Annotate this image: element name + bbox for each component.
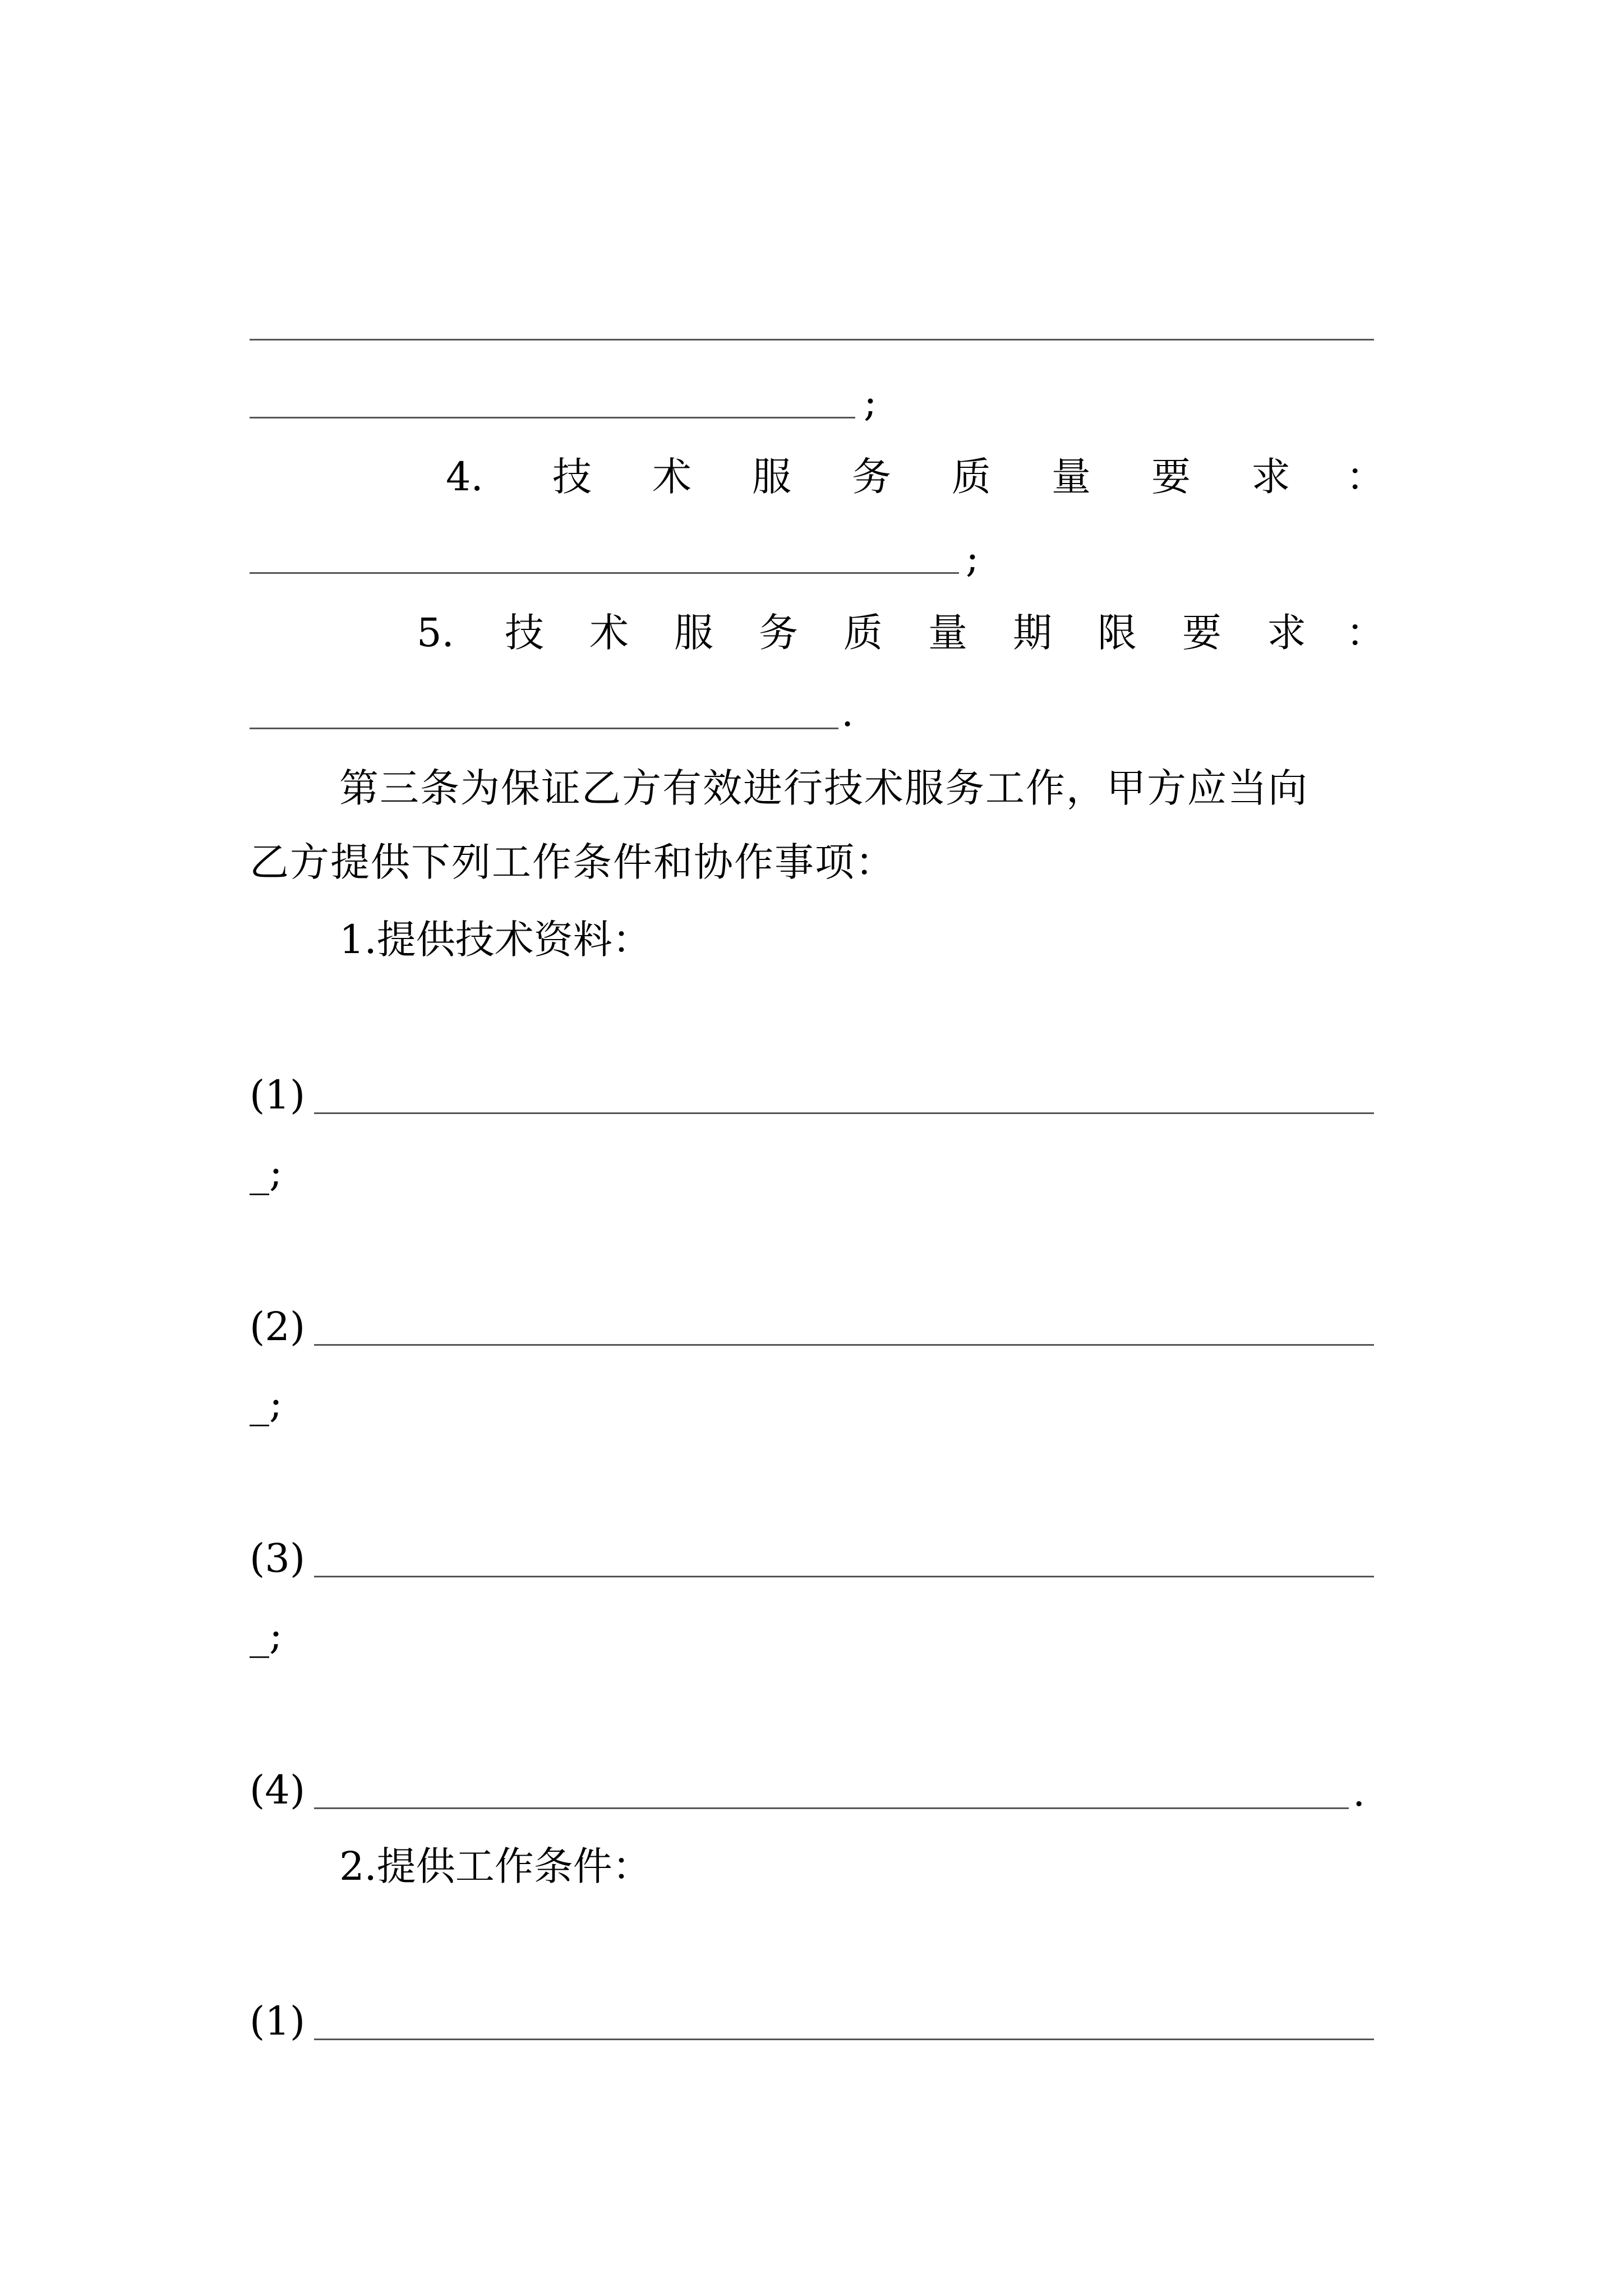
item5-char: 务	[759, 610, 798, 656]
fill-line-1[interactable]	[250, 417, 855, 418]
item4-colon: ：	[1346, 454, 1385, 500]
s1-item1-fill-line[interactable]	[314, 1112, 1374, 1114]
article3-line2: 乙方提供下列工作条件和协作事项：	[250, 839, 896, 885]
item5-char: 术	[589, 610, 629, 656]
fill-line-1-punct: ;	[864, 379, 877, 425]
item5-char: 技	[505, 610, 544, 656]
s2-item1-fill-line[interactable]	[314, 2039, 1374, 2040]
item4-number: 4.	[446, 454, 483, 500]
section1-heading: 1.提供技术资料：	[339, 917, 652, 963]
item5-fill-line[interactable]	[250, 728, 838, 729]
item4-char: 量	[1052, 454, 1091, 500]
fill-line-top[interactable]	[250, 339, 1374, 341]
item5-char: 要	[1182, 610, 1221, 656]
item5-colon: ：	[1346, 610, 1385, 656]
item4-fill-line[interactable]	[250, 572, 959, 574]
s1-item2-tail: _;	[250, 1381, 283, 1427]
item4-char: 术	[652, 454, 691, 500]
s1-item3-label: (3)	[250, 1535, 306, 1581]
item4-char: 求	[1251, 454, 1290, 500]
item4-char: 务	[852, 454, 891, 500]
s2-item1-label: (1)	[250, 1998, 306, 2044]
item5-char: 求	[1267, 610, 1306, 656]
item4-end-punct: ;	[966, 535, 979, 581]
item5-char: 服	[674, 610, 713, 656]
s1-item3-fill-line[interactable]	[314, 1576, 1374, 1577]
s1-item1-label: (1)	[250, 1072, 306, 1118]
item5-char: 限	[1098, 610, 1137, 656]
item5-char: 质	[843, 610, 883, 656]
s1-item1-tail: _;	[250, 1149, 283, 1195]
item4-char: 服	[752, 454, 791, 500]
s1-item2-label: (2)	[250, 1304, 306, 1350]
item4-heading	[250, 454, 1385, 502]
section2-heading: 2.提供工作条件：	[339, 1843, 652, 1889]
s1-item2-fill-line[interactable]	[314, 1344, 1374, 1346]
item5-heading	[250, 610, 1385, 658]
article3-line1: 第三条为保证乙方有效进行技术服务工作，甲方应当向	[339, 765, 1308, 811]
item5-char: 期	[1013, 610, 1052, 656]
item4-char: 质	[952, 454, 991, 500]
s1-item3-tail: _;	[250, 1612, 283, 1658]
item5-char: 量	[928, 610, 967, 656]
item5-end-punct: .	[841, 689, 854, 735]
item4-char: 要	[1151, 454, 1191, 500]
item5-number: 5.	[417, 610, 454, 656]
s1-item4-label: (4)	[250, 1767, 306, 1813]
s1-item4-end-punct: .	[1353, 1769, 1366, 1815]
item4-char: 技	[552, 454, 592, 500]
s1-item4-fill-line[interactable]	[314, 1807, 1349, 1809]
